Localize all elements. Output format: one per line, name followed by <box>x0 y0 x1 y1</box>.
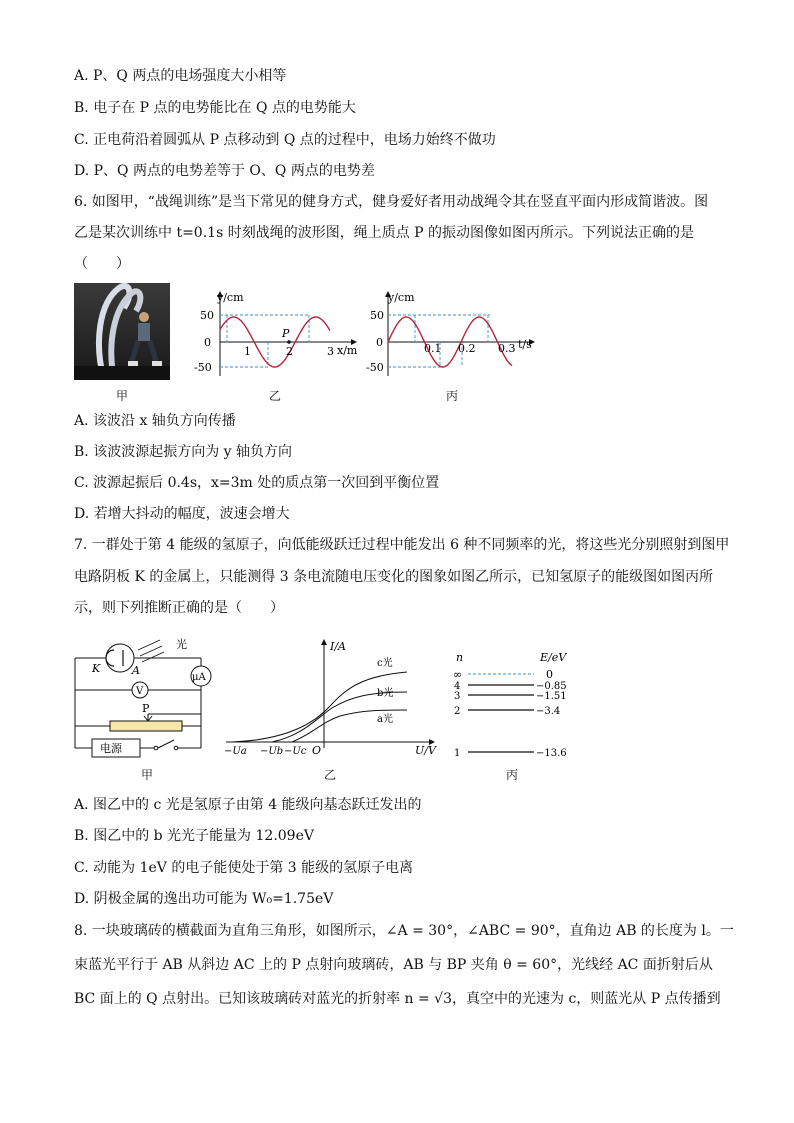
q6-stem-line3: （ ） <box>74 256 130 272</box>
q6-option-a: A. 该波沿 x 轴负方向传播 <box>74 413 236 429</box>
q7-circuit-diagram <box>70 636 220 766</box>
q7-iv-caption: 乙 <box>323 768 336 782</box>
q7-iv-graph <box>222 636 442 766</box>
q6-bing-ylabel: y/cm <box>388 291 415 304</box>
q6-stem-line1: 6. 如图甲，“战绳训练”是当下常见的健身方式，健身爱好者用动战绳令其在竖直平面内形成简谐波。图 <box>74 194 709 210</box>
q7-level-4-e: −0.85 <box>536 681 567 692</box>
q6-yi-ytick-neg50: -50 <box>194 361 212 374</box>
q7-option-a: A. 图乙中的 c 光是氢原子由第 4 能级向基态跃迁发出的 <box>74 797 422 813</box>
q6-yi-xtick-2: 2 <box>286 345 293 358</box>
q6-bing-ytick-0: 0 <box>376 336 383 349</box>
q6-bing-xtick-02: 0.2 <box>458 342 476 355</box>
q6-bing-ytick-neg50: -50 <box>366 361 384 374</box>
q6-yi-xlabel: x/m <box>337 344 358 357</box>
q7-levels-caption: 丙 <box>505 768 518 782</box>
q6-option-d: D. 若增大抖动的幅度，波速会增大 <box>74 506 290 522</box>
battle-rope-photo <box>74 283 170 380</box>
q7-anode-label: A <box>132 664 140 677</box>
q6-yi-xtick-1: 1 <box>244 345 251 358</box>
q6-option-b: B. 该波波源起振方向为 y 轴负方向 <box>74 444 292 460</box>
q7-iv-xlabel: U/V <box>415 744 436 757</box>
q6-fig-bing-caption: 丙 <box>445 389 458 403</box>
q7-slider-label: P <box>142 702 150 715</box>
q7-levels-e-header: E/eV <box>540 651 567 664</box>
q5-option-d: D. P、Q 两点的电势差等于 O、Q 两点的电势差 <box>74 163 375 179</box>
q7-cathode-label: K <box>92 662 101 675</box>
q6-bing-xlabel: t/s <box>518 338 532 351</box>
q6-bing-xtick-03: 0.3 <box>498 342 516 355</box>
q5-option-c: C. 正电荷沿着圆弧从 P 点移动到 Q 点的过程中，电场力始终不做功 <box>74 132 496 148</box>
q7-level-1-n: 1 <box>454 748 461 759</box>
q6-stem-line2: 乙是某次训练中 t=0.1s 时刻战绳的波形图，绳上质点 P 的振动图像如图丙所示。下列说法正确的是 <box>74 225 695 241</box>
q7-iv-xtick-ua: −Ua <box>224 746 247 757</box>
q6-yi-ytick-0: 0 <box>204 336 211 349</box>
q7-level-2-n: 2 <box>454 706 461 717</box>
q7-stem-line1: 7. 一群处于第 4 能级的氢原子，向低能级跃迁过程中能发出 6 种不同频率的光，将这些光分别照射到图甲 <box>74 537 730 553</box>
q8-line2: 束蓝光平行于 AB 从斜边 AC 上的 P 点射向玻璃砖，AB 与 BP 夹角 θ = 60°，光线经 AC 面折射后从 <box>74 957 713 973</box>
point-p-marker <box>287 340 291 344</box>
q7-voltmeter-label: V <box>136 686 144 697</box>
q7-light-label: 光 <box>176 638 187 651</box>
q7-stem-line2: 电路阴板 K 的金属上，只能测得 3 条电流随电压变化的图象如图乙所示，已知氢原子的能级图如图丙所 <box>74 569 714 585</box>
q6-point-p-label: P <box>282 327 290 340</box>
q7-option-b: B. 图乙中的 b 光光子能量为 12.09eV <box>74 828 314 844</box>
q7-series-a-label: a光 <box>377 714 393 725</box>
q7-level-1-e: −13.6 <box>536 748 567 759</box>
q5-option-b: B. 电子在 P 点的电势能比在 Q 点的电势能大 <box>74 100 356 116</box>
q5-option-a: A. P、Q 两点的电场强度大小相等 <box>74 68 287 84</box>
q7-iv-xtick-uc: −Uc <box>284 746 307 757</box>
q7-series-c-label: c光 <box>377 658 393 669</box>
q6-bing-xtick-01: 0.1 <box>424 342 442 355</box>
q7-level-3-n: 3 <box>454 691 461 702</box>
q7-level-inf-e: 0 <box>546 668 553 681</box>
q7-levels-n-header: n <box>456 651 464 664</box>
q7-circuit-caption: 甲 <box>140 768 153 782</box>
q7-iv-ylabel: I/A <box>330 640 346 653</box>
q7-option-d: D. 阴极金属的逸出功可能为 W₀=1.75eV <box>74 891 334 907</box>
q6-wave-graph <box>190 288 360 388</box>
q7-level-inf-n: ∞ <box>453 668 463 681</box>
q6-fig-jia-caption: 甲 <box>115 389 128 403</box>
q7-energy-level-diagram <box>448 648 578 764</box>
q7-series-b-label: b光 <box>377 688 394 699</box>
q6-bing-ytick-50: 50 <box>370 309 384 322</box>
q8-line3: BC 面上的 Q 点射出。已知该玻璃砖对蓝光的折射率 n = √3，真空中的光速为 c，则蓝光从 P 点传播到 <box>74 991 721 1007</box>
q6-fig-yi-caption: 乙 <box>268 389 281 403</box>
q7-curve-c <box>232 672 407 742</box>
q7-level-4-n: 4 <box>454 681 461 692</box>
q8-line1: 8. 一块玻璃砖的横截面为直角三角形，如图所示，∠A = 30°，∠ABC = 90°，直角边 AB 的长度为 l。一 <box>74 923 734 939</box>
q7-source-label: 电源 <box>100 742 122 755</box>
q6-yi-xtick-3: 3 <box>327 345 334 358</box>
q7-option-c: C. 动能为 1eV 的电子能使处于第 3 能级的氢原子电离 <box>74 860 414 876</box>
q7-stem-line3: 示，则下列推断正确的是（ ） <box>74 600 284 616</box>
q7-iv-xtick-ub: −Ub <box>260 746 284 757</box>
q6-yi-ytick-50: 50 <box>200 309 214 322</box>
q7-level-3-e: −1.51 <box>536 691 567 702</box>
q6-vibration-graph <box>366 288 546 388</box>
q7-microammeter-label: μA <box>192 672 206 683</box>
q6-option-c: C. 波源起振后 0.4s，x=3m 处的质点第一次回到平衡位置 <box>74 475 440 491</box>
q7-iv-origin: O <box>312 744 322 757</box>
q6-yi-ylabel: y/cm <box>217 291 244 304</box>
q7-level-2-e: −3.4 <box>536 706 561 717</box>
